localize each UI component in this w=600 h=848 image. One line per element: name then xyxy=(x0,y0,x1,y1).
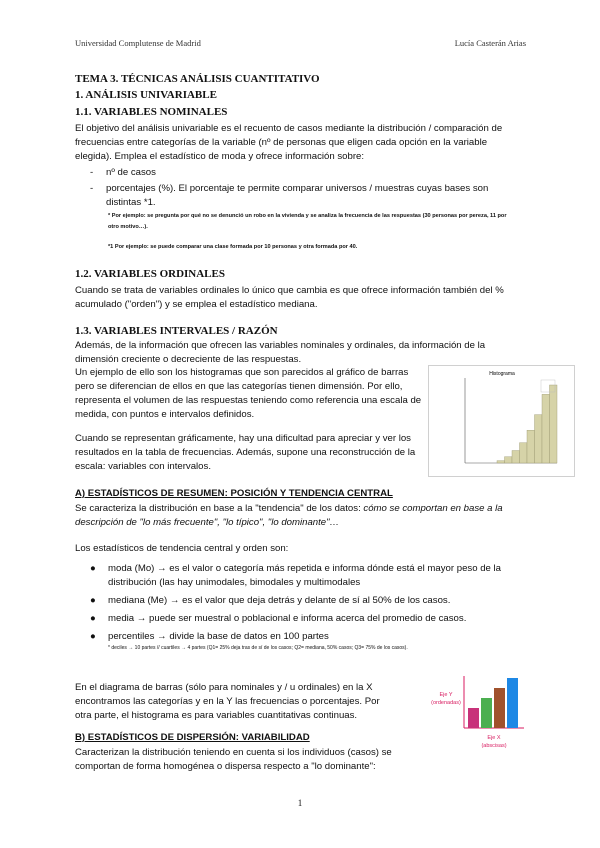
bullet-casos: nº de casos xyxy=(106,167,156,178)
page-number: 1 xyxy=(297,798,303,808)
bullet-moda: moda (Mo) → es el valor o categoría más repetida e informa dónde está el mayor peso de la distribución (las hay unimodales, bimodales y multimodales xyxy=(108,563,502,588)
x-axis-label-1: Eje X xyxy=(487,735,501,741)
resumen-title: A) ESTADÍSTICOS DE RESUMEN: POSICIÓN Y TENDENCIA CENTRAL xyxy=(75,488,393,499)
tema-title: TEMA 3. TÉCNICAS ANÁLISIS CUANTITATIVO xyxy=(75,73,320,85)
bar-chart-bar xyxy=(494,688,505,728)
bullet-mediana: mediana (Me) → es el valor que deja detrás y delante de sí al 50% de los casos. xyxy=(108,595,451,606)
intervales-p1: Además, de la información que ofrecen las variables nominales y ordinales, da información de la dimensión creciente o decreciente de las respuestas. xyxy=(75,340,486,365)
histogram-bar xyxy=(512,451,520,463)
bar-chart-svg xyxy=(400,668,530,750)
histogram-bar xyxy=(542,394,550,463)
x-axis-label-2: (abscisas) xyxy=(481,743,507,749)
bullet-dot: ● xyxy=(90,613,96,624)
bar-chart-bar xyxy=(481,698,492,728)
dash-marker: - xyxy=(90,183,94,194)
bullet-dot: ● xyxy=(90,563,96,574)
intervales-p2: Un ejemplo de ello son los histogramas que son parecidos al gráfico de barras pero se diferencian de ellos en que las categorías tienen dimensión. Por ello, representa el volumen de las respuestas teniendo como referencia una escala de medida, con puntos e intervalos definidos. xyxy=(75,367,422,420)
histogram-title: Histograma xyxy=(489,371,515,377)
bullet-percentiles: percentiles → divide la base de datos en 100 partes xyxy=(108,631,329,642)
section-1-2-title: 1.2. VARIABLES ORDINALES xyxy=(75,268,225,280)
histogram-bar xyxy=(527,430,535,463)
bar-chart-figure xyxy=(400,668,530,750)
resumen-p2: Los estadísticos de tendencia central y orden son: xyxy=(75,543,289,554)
section-1-3-title: 1.3. VARIABLES INTERVALES / RAZÓN xyxy=(75,325,278,337)
resumen-p1-start: Se caracteriza la distribución en base a la "tendencia" de los datos: xyxy=(75,503,364,514)
intervales-p3: Cuando se representan gráficamente, hay una dificultad para apreciar y ver los resultados en la tabla de frecuencias. Además, supone una reconstrucción de la escala: variables con intervalos. xyxy=(75,433,416,472)
note-robo: * Por ejemplo: se pregunta por qué no se denunció un robo en la vivienda y se analiza la frecuencia de las respuestas (30 personas por pereza, 11 por otro motivo…). xyxy=(108,213,507,230)
histogram-figure xyxy=(428,365,575,477)
y-axis-label-1: Eje Y xyxy=(439,692,453,698)
dispersion-p1: Caracterizan la distribución teniendo en cuenta si los individuos (casos) se comportan de forma homogénea o dispersa respecto a "lo dominante": xyxy=(75,747,392,772)
ordinales-text: Cuando se trata de variables ordinales lo único que cambia es que ofrece información también del % acumulado ("orden") y se emplea el estadístico mediana. xyxy=(75,285,504,310)
histogram-svg xyxy=(429,366,574,476)
bullet-media: media → puede ser muestral o poblacional e informa acerca del promedio de casos. xyxy=(108,613,467,624)
resumen-p1 xyxy=(75,502,520,530)
histogram-bar xyxy=(550,385,558,463)
resumen-p1-italic: cómo se comportan en base a la descripción de "lo más frecuente", "lo típico", "lo dominante"… xyxy=(75,503,503,528)
bullet-dot: ● xyxy=(90,595,96,606)
section-1-1-title: 1.1. VARIABLES NOMINALES xyxy=(75,106,228,118)
histogram-bar xyxy=(497,461,505,463)
header-left: Universidad Complutense de Madrid xyxy=(75,38,201,48)
bullet-dot: ● xyxy=(90,631,96,642)
bullet-porcentajes: porcentajes (%). El porcentaje te permite comparar universos / muestras cuyas bases son distintas *1. xyxy=(106,183,489,208)
dispersion-title: B) ESTADÍSTICOS DE DISPERSIÓN: VARIABILIDAD xyxy=(75,732,310,743)
histogram-bar xyxy=(535,415,543,463)
header-right: Lucía Casterán Arias xyxy=(454,38,526,48)
histogram-bar xyxy=(520,443,528,463)
section-1-title: 1. ANÁLISIS UNIVARIABLE xyxy=(75,89,217,101)
y-axis-label-2: (ordenadas) xyxy=(431,700,461,706)
note-clase: *1 Por ejemplo: se puede comparar una clase formada por 10 personas y otra formada por 40. xyxy=(108,244,358,250)
dash-marker: - xyxy=(90,167,94,178)
bar-chart-bar xyxy=(507,678,518,728)
nominales-intro: El objetivo del análisis univariable es el recuento de casos mediante la distribución / comparación de frecuencias entre categorías de la variable (nº de personas que eligen cada opción en la variable elegida). Emplea el estadístico de moda y ofrece información sobre: xyxy=(75,123,503,162)
resumen-p3: En el diagrama de barras (sólo para nominales y / u ordinales) en la X encontramos las categorías y en la Y las frecuencias o porcentajes. Por otra parte, el histograma es para variables cuantitativas continuas. xyxy=(75,682,380,721)
bar-chart-bar xyxy=(468,708,479,728)
histogram-bar xyxy=(505,457,513,463)
note-deciles: * deciles → 10 partes // cuartiles → 4 partes (Q1= 25% deja tras de sí de los casos; Q2= mediana, 50% casos; Q3= 75% de los casos). xyxy=(108,645,408,651)
